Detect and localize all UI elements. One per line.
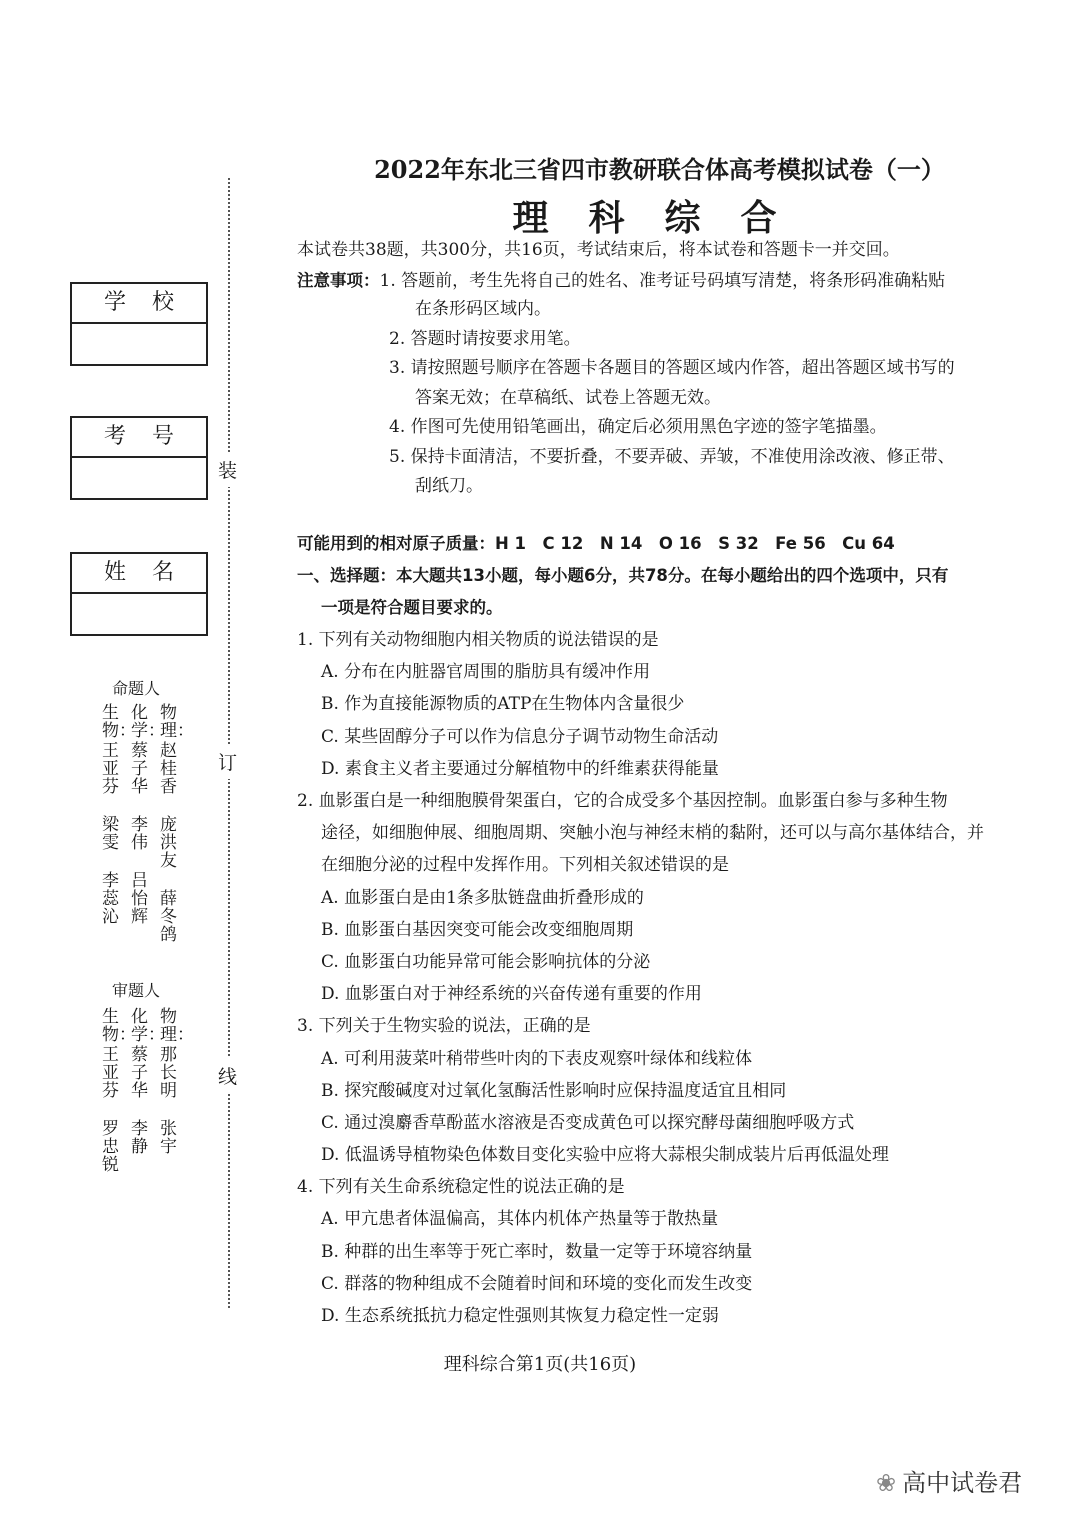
question-stem: 途径，如细胞伸展、细胞周期、突触小泡与神经末梢的黏附，还可以与高尔基体结合，并 bbox=[321, 823, 984, 844]
option: D. 生态系统抵抗力稳定性强则其恢复力稳定性一定弱 bbox=[321, 1306, 719, 1326]
wechat-icon: ❀ bbox=[876, 1469, 897, 1497]
subject: 化学： bbox=[131, 703, 165, 741]
binding-mark: 线 bbox=[218, 1058, 237, 1093]
question-stem: 1. 下列有关动物细胞内相关物质的说法错误的是 bbox=[297, 630, 659, 651]
note-line: 5. 保持卡面清洁，不要折叠，不要弄破、弄皱，不准使用涂改液、修正带、 bbox=[389, 446, 955, 467]
author-name: 梁 雯 bbox=[102, 815, 136, 853]
school-label: 学校 bbox=[72, 284, 206, 324]
binding-dotted-line bbox=[228, 178, 230, 1308]
question-stem: 在细胞分泌的过程中发挥作用。下列相关叙述错误的是 bbox=[321, 855, 729, 876]
subject: 生物： bbox=[102, 1007, 136, 1045]
author-name: 蔡子华 bbox=[131, 741, 148, 797]
question-stem: 4. 下列有关生命系统稳定性的说法正确的是 bbox=[297, 1177, 625, 1198]
subject: 物理： bbox=[160, 1007, 194, 1045]
option: D. 血影蛋白对于神经系统的兴奋传递有重要的作用 bbox=[321, 984, 702, 1005]
subject: 化学： bbox=[131, 1007, 165, 1045]
subject: 物理： bbox=[160, 703, 194, 741]
option: B. 探究酸碱度对过氧化氢酶活性影响时应保持温度适宜且相同 bbox=[321, 1080, 787, 1101]
school-box[interactable] bbox=[70, 282, 208, 366]
reviewer-column-chemistry bbox=[131, 1007, 165, 1176]
section-heading: 一项是符合题目要求的。 bbox=[321, 597, 503, 617]
option: C. 某些固醇分子可以作为信息分子调节动物生命活动 bbox=[321, 726, 719, 747]
exam-content bbox=[297, 150, 1032, 1332]
note-line bbox=[297, 266, 1032, 296]
note-line: 3. 请按照题号顺序在答题卡各题目的答题区域内作答，超出答题区域书写的 bbox=[389, 358, 955, 378]
watermark-text: 高中试卷君 bbox=[902, 1469, 1023, 1497]
author-column-chemistry bbox=[131, 703, 165, 946]
question-stem: 2. 血影蛋白是一种细胞膜骨架蛋白，它的合成受多个基因控制。血影蛋白参与多种生物 bbox=[297, 791, 948, 811]
author-column-physics bbox=[160, 703, 194, 964]
option: B. 血影蛋白基因突变可能会改变细胞周期 bbox=[321, 919, 634, 940]
question-stem: 3. 下列关于生物实验的说法，正确的是 bbox=[297, 1016, 591, 1037]
exam-subtitle: 理科综合 bbox=[512, 198, 817, 239]
reviewers-title: 审题人 bbox=[112, 981, 161, 1000]
author-name: 薛冬鸽 bbox=[160, 889, 177, 945]
option: B. 作为直接能源物质的ATP在生物体内含量很少 bbox=[321, 694, 685, 715]
reviewer-name: 李 静 bbox=[131, 1119, 165, 1157]
reviewer-name: 蔡子华 bbox=[131, 1045, 148, 1101]
option: C. 血影蛋白功能异常可能会影响抗体的分泌 bbox=[321, 951, 651, 972]
exam-title: 2022年东北三省四市教研联合体高考模拟试卷（一） bbox=[374, 155, 945, 184]
option: A. 血影蛋白是由1条多肽链盘曲折叠形成的 bbox=[321, 887, 644, 908]
author-name: 王亚芬 bbox=[102, 741, 119, 797]
author-name: 赵桂香 bbox=[160, 741, 177, 797]
option: D. 低温诱导植物染色体数目变化实验中应将大蒜根尖制成装片后再低温处理 bbox=[321, 1145, 889, 1166]
reviewer-column-biology bbox=[102, 1007, 136, 1194]
binding-mark: 订 bbox=[218, 744, 237, 779]
reviewer-name: 张 宇 bbox=[160, 1119, 194, 1157]
option: B. 种群的出生率等于死亡率时，数量一定等于环境容纳量 bbox=[321, 1241, 753, 1262]
note-line: 刮纸刀。 bbox=[415, 476, 483, 496]
atomic-mass-line: 可能用到的相对原子质量：H 1 C 12 N 14 O 16 S 32 Fe 56 Cu 64 bbox=[297, 533, 895, 553]
option: C. 通过溴麝香草酚蓝水溶液是否变成黄色可以探究酵母菌细胞呼吸方式 bbox=[321, 1112, 855, 1133]
subject: 生物： bbox=[102, 703, 136, 741]
authors-title: 命题人 bbox=[112, 679, 161, 698]
reviewer-name: 罗忠锐 bbox=[102, 1119, 119, 1175]
page-footer: 理科综合第1页(共16页) bbox=[443, 1354, 637, 1375]
note-line: 答案无效；在草稿纸、试卷上答题无效。 bbox=[415, 387, 721, 408]
option: A. 甲亢患者体温偏高，其体内机体产热量等于散热量 bbox=[321, 1209, 719, 1230]
section-heading: 一、选择题：本大题共13小题，每小题6分，共78分。在每小题给出的四个选项中，只有 bbox=[297, 565, 949, 585]
intro-text: 本试卷共38题，共300分，共16页，考试结束后，将本试卷和答题卡一并交回。 bbox=[297, 240, 900, 260]
reviewer-column-physics bbox=[160, 1007, 194, 1176]
option: A. 分布在内脏器官周围的脂肪具有缓冲作用 bbox=[321, 662, 651, 683]
option: C. 群落的物种组成不会随着时间和环境的变化而发生改变 bbox=[321, 1273, 753, 1294]
name-box[interactable] bbox=[70, 552, 208, 636]
note-line: 在条形码区域内。 bbox=[415, 299, 551, 319]
author-name: 李 伟 bbox=[131, 815, 165, 853]
option: D. 素食主义者主要通过分解植物中的纤维素获得能量 bbox=[321, 758, 719, 779]
author-column-biology bbox=[102, 703, 136, 946]
author-name: 李蕊沁 bbox=[102, 871, 119, 927]
reviewer-name: 王亚芬 bbox=[102, 1045, 119, 1101]
name-label: 姓名 bbox=[72, 554, 206, 594]
watermark bbox=[876, 1463, 1022, 1498]
author-name: 庞洪友 bbox=[160, 815, 177, 871]
note-line: 4. 作图可先使用铅笔画出，确定后必须用黑色字迹的签字笔描墨。 bbox=[389, 417, 887, 437]
reviewer-name: 那长明 bbox=[160, 1045, 177, 1101]
exam-number-label: 考号 bbox=[72, 418, 206, 458]
option: A. 可利用菠菜叶稍带些叶肉的下表皮观察叶绿体和线粒体 bbox=[321, 1048, 753, 1069]
note-text: 1. 答题前，考生先将自己的姓名、准考证号码填写清楚，将条形码准确粘贴 bbox=[379, 270, 946, 291]
note-line: 2. 答题时请按要求用笔。 bbox=[389, 328, 581, 349]
binding-mark: 装 bbox=[218, 452, 237, 487]
author-name: 吕怡辉 bbox=[131, 871, 148, 927]
exam-number-box[interactable] bbox=[70, 416, 208, 500]
notes-label: 注意事项： bbox=[297, 270, 380, 290]
